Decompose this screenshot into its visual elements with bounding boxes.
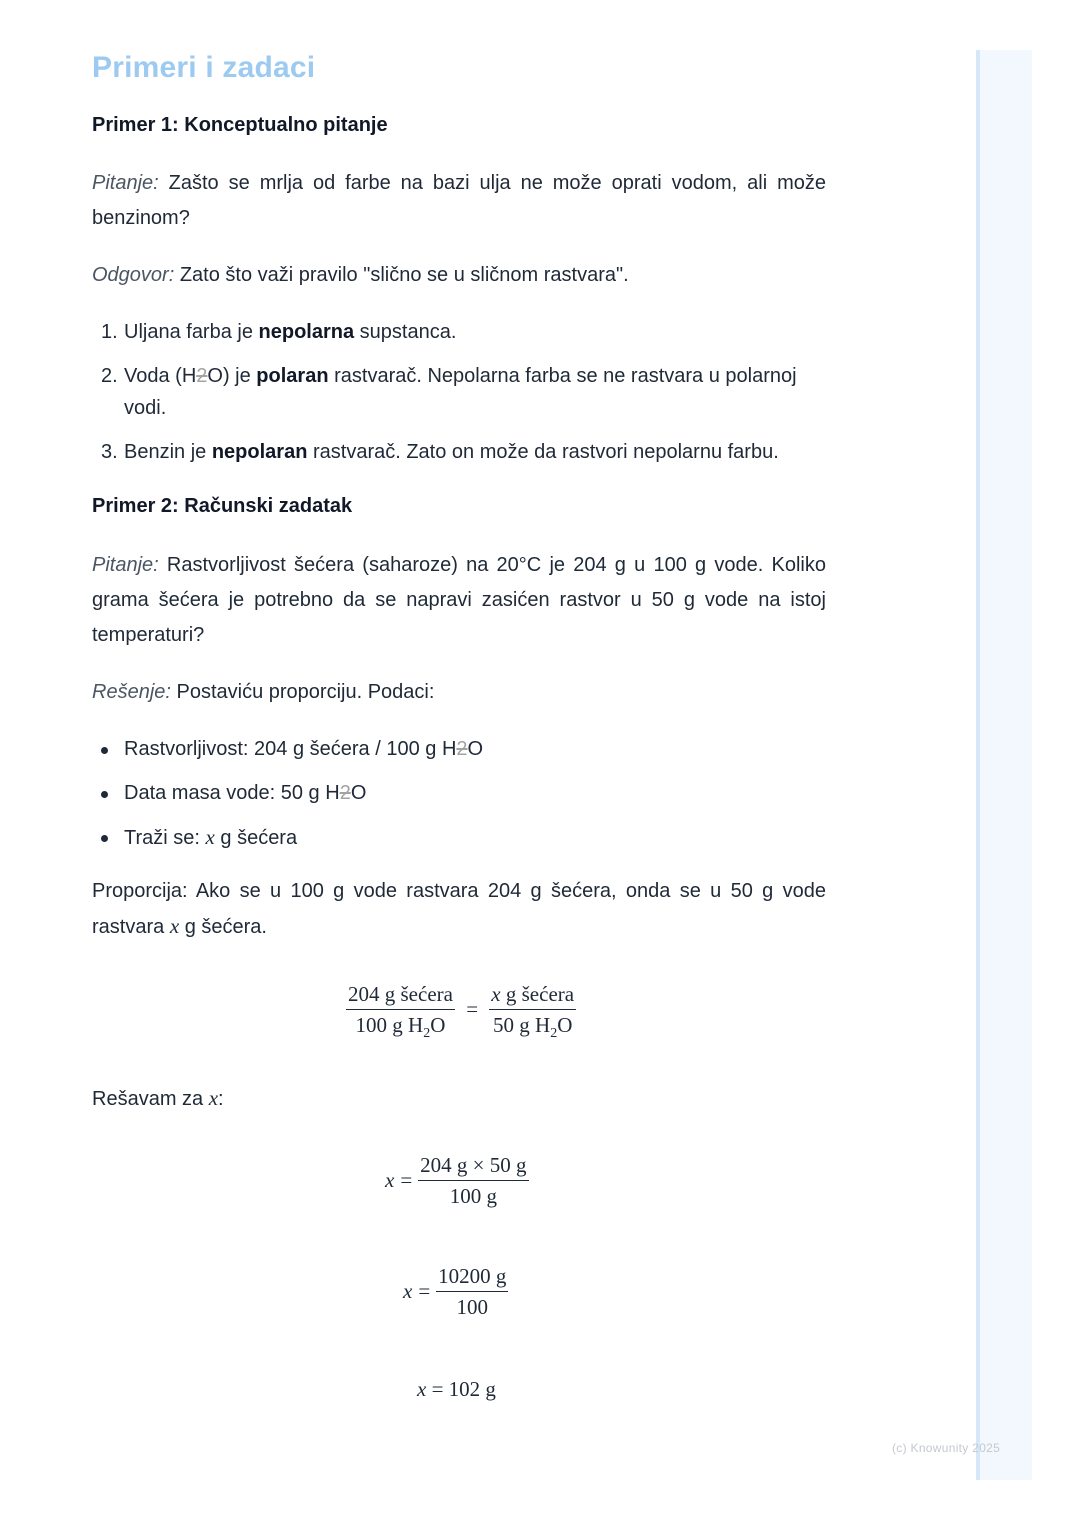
equals-sign: = (418, 1279, 431, 1303)
math-variable: x (417, 1377, 427, 1401)
solution-label: Rešenje: (92, 681, 171, 703)
list-item (92, 777, 826, 809)
num-text: g šećera (500, 982, 575, 1006)
subscript-artifact: 2 (456, 738, 468, 760)
numerator: 204 g × 50 g (418, 1153, 528, 1181)
den-text: O (557, 1013, 573, 1037)
proportion-text (92, 874, 826, 945)
step-text: rastvarač. Nepolarna farba se ne rastvara u polarnoj vodi. (124, 365, 797, 419)
question-text: Zašto se mrlja od farbe na bazi ulja ne može oprati vodom, ali može benzinom? (92, 172, 826, 229)
list-item (92, 733, 826, 765)
denominator: 100 g (449, 1184, 497, 1208)
subscript: 2 (423, 1026, 431, 1042)
question-label: Pitanje: (92, 554, 159, 576)
proportion-equation (346, 982, 576, 1042)
bullet (101, 747, 108, 754)
data-list (92, 733, 826, 854)
list-number: 3. (101, 441, 118, 463)
solve-colon: : (218, 1088, 224, 1110)
equation-step-1 (385, 1153, 529, 1208)
solution-text: Postaviću proporciju. Podaci: (170, 681, 435, 703)
equals-sign: = (400, 1168, 413, 1192)
solve-text: Rešavam za (92, 1088, 209, 1110)
equation-step-2 (403, 1264, 508, 1319)
proportion-pre: Proporcija: Ako se u 100 g vode rastvara 204 g šećera, onda se u 50 g vode rastvara (92, 880, 826, 938)
side-panel (976, 50, 1032, 1480)
subscript-artifact: 2 (339, 782, 351, 804)
item-text: Traži se: (124, 827, 206, 849)
math-variable: x (208, 1086, 219, 1110)
step-bold: nepolaran (211, 441, 308, 463)
list-number: 1. (101, 321, 118, 343)
item-text: Data masa vode: 50 g H (124, 782, 340, 804)
item-text: Rastvorljivost: 204 g šećera / 100 g H (124, 738, 457, 760)
fraction (418, 1153, 528, 1208)
example2-heading: Primer 2: Računski zadatak (92, 495, 353, 517)
den-text: 50 g H (493, 1013, 551, 1037)
math-variable: x (491, 982, 501, 1006)
denominator: 100 (456, 1295, 489, 1319)
item-text: O (350, 782, 367, 804)
math-variable: x (385, 1168, 395, 1192)
step-text: O) je (207, 365, 257, 387)
numerator: 10200 g (436, 1264, 508, 1292)
fraction (436, 1264, 508, 1319)
result-text: = 102 g (426, 1377, 496, 1401)
list-item (92, 360, 826, 424)
example1-question (92, 166, 826, 236)
list-item (92, 316, 826, 348)
answer-steps-list (92, 316, 826, 468)
equation-result (417, 1377, 496, 1402)
den-text: O (430, 1013, 446, 1037)
equals-sign: = (466, 997, 479, 1021)
math-variable: x (169, 914, 180, 938)
item-text: O (467, 738, 484, 760)
step-text: Benzin je (124, 441, 212, 463)
proportion-post: g šećera. (179, 916, 267, 938)
list-item (92, 821, 826, 854)
numerator (489, 982, 576, 1010)
step-text: supstanca. (354, 321, 457, 343)
math-variable: x (205, 825, 215, 849)
step-bold: polaran (256, 365, 329, 387)
step-bold: nepolarna (258, 321, 355, 343)
subscript-artifact: 2 (196, 365, 208, 387)
numerator: 204 g šećera (346, 982, 455, 1010)
step-text: Voda (H (124, 365, 197, 387)
copyright-footer: (c) Knowunity 2025 (892, 1441, 1001, 1455)
bullet (101, 835, 108, 842)
example1-heading: Primer 1: Konceptualno pitanje (92, 114, 388, 136)
bullet (101, 791, 108, 798)
item-text: g šećera (214, 827, 298, 849)
denominator (346, 1010, 455, 1042)
subscript: 2 (550, 1026, 558, 1042)
list-item (92, 436, 826, 468)
example2-solution (92, 675, 826, 710)
solve-label (92, 1081, 826, 1117)
fraction-left (346, 982, 455, 1042)
list-number: 2. (101, 365, 118, 387)
example1-answer (92, 258, 826, 293)
answer-label: Odgovor: (92, 264, 175, 286)
den-text: 100 g H (355, 1013, 424, 1037)
math-variable: x (403, 1279, 413, 1303)
question-text: Rastvorljivost šećera (saharoze) na 20°C je 204 g u 100 g vode. Koliko grama šećera je potrebno da se napravi zasićen rastvor u 50 g vode na istoj temperaturi? (92, 554, 826, 646)
step-text: Uljana farba je (124, 321, 259, 343)
question-label: Pitanje: (92, 172, 159, 194)
example2-question (92, 548, 826, 653)
step-text: rastvarač. Zato on može da rastvori nepolarnu farbu. (307, 441, 779, 463)
fraction-right (489, 982, 576, 1042)
answer-text: Zato što važi pravilo "slično se u sličnom rastvara". (174, 264, 629, 286)
page-title: Primeri i zadaci (92, 51, 316, 84)
denominator (489, 1010, 576, 1042)
